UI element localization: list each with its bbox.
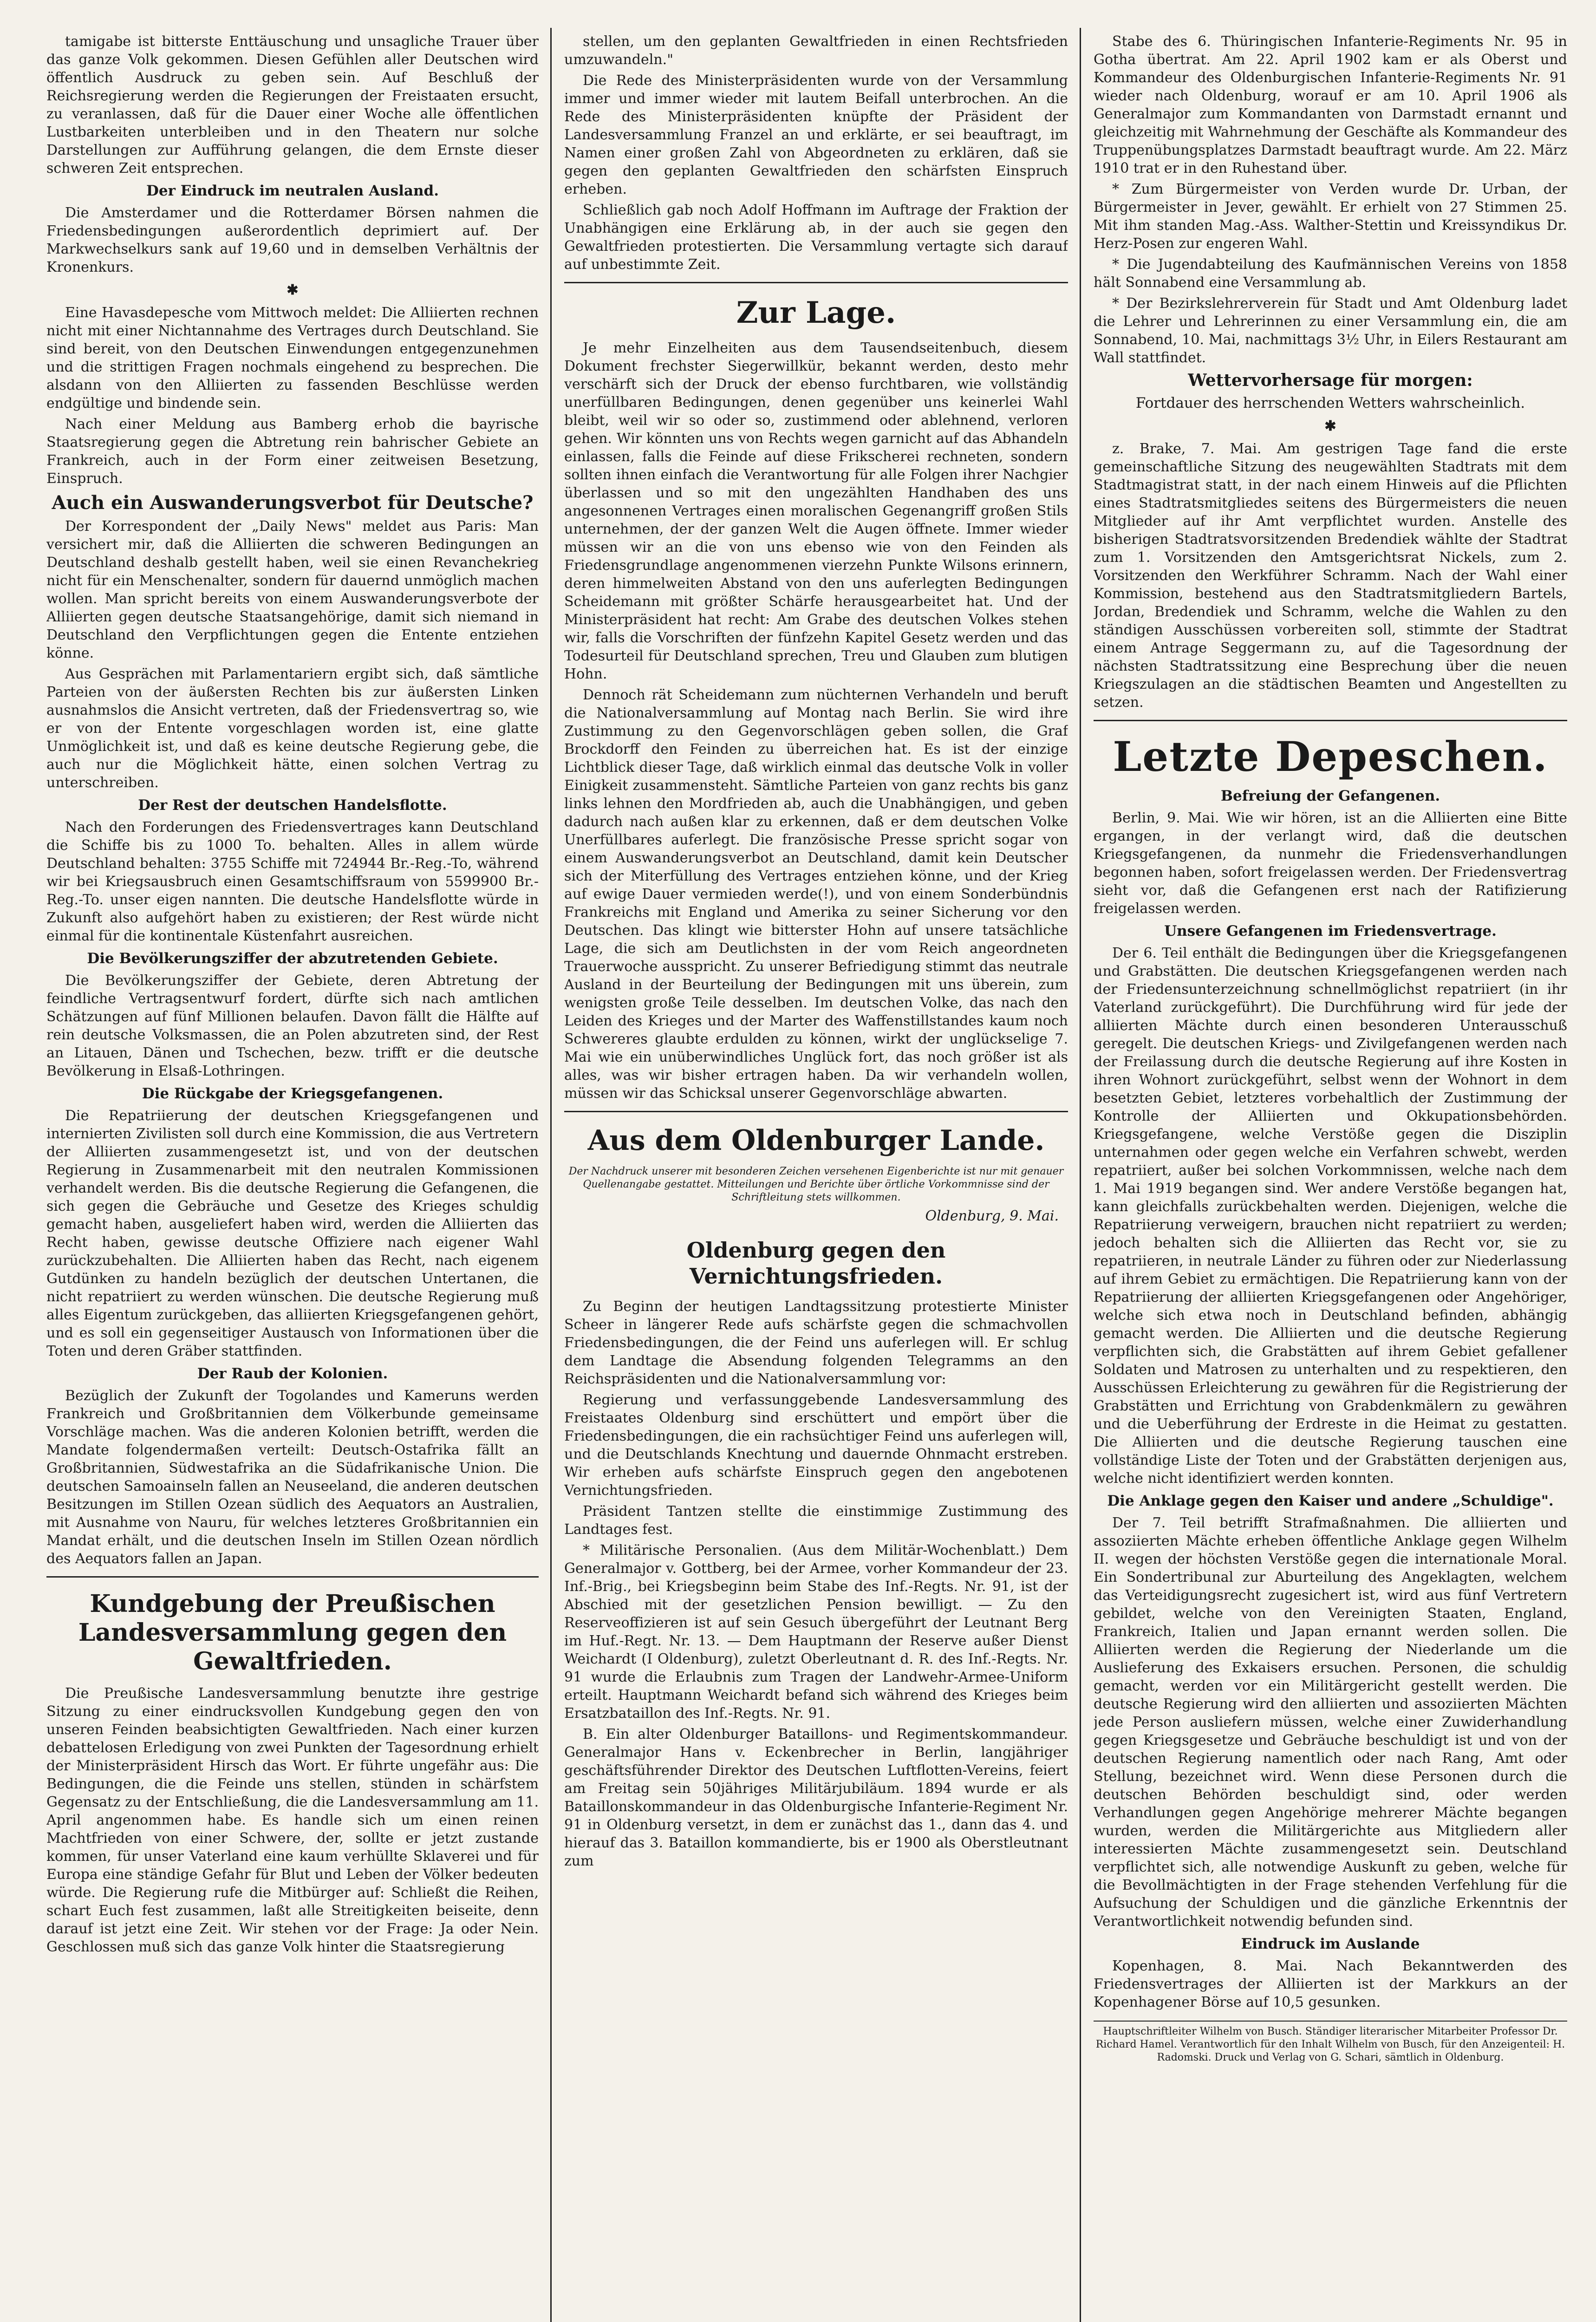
article-paragraph: Eine Havasdepesche vom Mittwoch meldet: Die Alliierten rechnen nicht mit einer Nichtannahme des Vertrages durch Deutschland. Sie sind bereit, von den Deutschen Einwendungen entgegenzunehmen und die strittigen Fragen nochmals eingehend zu besprechen. Die alsdann von den Alliierten zu fassenden Beschlüsse werden endgültige und bindende sein.	[46, 305, 539, 411]
weather-forecast: Fortdauer des herrschenden Wetters wahrscheinlich.	[1135, 395, 1525, 411]
section-heading: Der Eindruck im neutralen Ausland.	[146, 183, 439, 199]
section-masthead: Aus dem Oldenburger Lande.	[587, 1124, 1045, 1157]
article-paragraph: Die Amsterdamer und die Rotterdamer Börsen nahmen die Friedensbedingungen außerordentlich deprimiert auf. Der Markwechselkurs sank auf 19,60 und in demselben Verhältnis der Kronenkurs.	[46, 205, 539, 275]
article-paragraph: Je mehr Einzelheiten aus dem Tausendseitenbuch, diesem Dokument frechster Siegerwillkür, bekannt werden, desto mehr verschärft sich der Druck der ebenso furchtbaren, wie vollständig unerfüllbaren Bedingungen, denen gegenüber uns keinerlei Wahl bleibt, weil wir so oder so, zustimmend oder ablehnend, verloren gehen. Wir könnten uns von Rechts wegen garnicht auf das Abhandeln einlassen, falls die Feinde auf diese Frikscherei rechneten, sondern sollten ihnen einfach die Verantwortung für alle Folgen ihrer Nachgier überlassen und so mit den ungezählten Handhaben des uns angesonnenen Vertrages einen moralischen Gegenangriff großen Stils unternehmen, der der ganzen Welt die Augen öffnete. Immer wieder müssen wir an die von uns ebenso wie von den Feinden als Friedensgrundlage angenommenen vierzehn Punkte Wilsons erinnern, deren himmelweiten Abstand von den uns auferlegten Bedingungen Scheidemann mit größter Schärfe herausgearbeitet hat. Und der Ministerpräsident hat recht: Am Grabe des deutschen Volkes stehen wir, falls die Vorschriften der fünfzehn Kapitel Gesetz werden und das Todesurteil für Deutschland sprechen, Treu und Glauben zum blutigen Hohn.	[564, 340, 1068, 682]
divider	[1094, 720, 1567, 721]
section-heading: Eindruck im Auslande	[1241, 1936, 1420, 1952]
section-heading: Die Bevölkerungsziffer der abzutretenden Gebiete.	[87, 950, 498, 967]
article-paragraph: Präsident Tantzen stellte die einstimmige Zustimmung des Landtages fest.	[564, 1503, 1068, 1538]
article-paragraph: Die Rede des Ministerpräsidenten wurde von der Versammlung immer und immer wieder mit lautem Beifall unterbrochen. An die Rede des Ministerpräsidenten knüpfte der Präsident der Landesversammlung Franzel an und erklärte, er sei beauftragt, im Namen einer großen Zahl von Abgeordneten zu erklären, daß sie gegen den geplanten Gewaltfrieden den schärfsten Einspruch erheben.	[564, 72, 1068, 197]
article-paragraph: Bezüglich der Zukunft der Togolandes und Kameruns werden Frankreich und Großbritannien dem Völkerbunde gemeinsame Vorschläge machen. Was die anderen Kolonien betrifft, werden die Mandate folgendermaßen verteilt: Deutsch-Ostafrika fällt an Großbritannien, Südwestafrika an die Südafrikanische Union. Die deutschen Samoainseln fallen an Neuseeland, die anderen deutschen Besitzungen im Stillen Ozean südlich des Aequators an Australien, mit Ausnahme von Nauru, für welches letzteres Großbritannien ein Mandat erhält, und die deutschen Inseln im Stillen Ozean nördlich des Aequators fallen an Japan.	[46, 1388, 539, 1567]
article-headline: Kundgebung der Preußischen Landesversammlung gegen den Gewaltfrieden.	[78, 1590, 507, 1676]
section-heading: Der Rest der deutschen Handelsflotte.	[138, 797, 447, 814]
article-paragraph: Aus Gesprächen mit Parlamentariern ergibt sich, daß sämtliche Parteien von der äußersten Rechten bis zur äußersten Linken ausnahmslos die Ansicht vertreten, daß der Friedensvertrag so, wie er von der Entente vorgeschlagen worden ist, eine glatte Unmöglichkeit ist, und daß es keine deutsche Regierung gebe, die auch nur die Möglichkeit hätte, einen solchen Vertrag zu unterschreiben.	[46, 666, 539, 791]
column-rule	[550, 28, 552, 2322]
article-paragraph: Nach den Forderungen des Friedensvertrages kann Deutschland die Schiffe bis zu 1000 To. behalten. Alles in allem würde Deutschland behalten: 3755 Schiffe mit 724944 Br.-Reg.-To, während wir bei Kriegsausbruch einen Gesamtschiffsraum von 5599900 Br.-Reg.-To. unser eigen nannten. Die deutsche Handelsflotte würde in Zukunft also aufgehört haben zu existieren; der Rest würde nicht einmal für die kontinentale Küstenfahrt ausreichen.	[46, 819, 539, 944]
article-paragraph: Nach einer Meldung aus Bamberg erhob die bayrische Staatsregierung gegen die Abtretung rein bahrischer Gebiete an Frankreich, auch in der Form einer zeitweisen Besetzung, Einspruch.	[46, 416, 539, 487]
article-paragraph: * Die Jugendabteilung des Kaufmännischen Vereins von 1858 hält Sonnabend eine Versammlung ab.	[1094, 256, 1567, 291]
divider	[564, 282, 1068, 283]
divider	[46, 1576, 539, 1578]
article-paragraph: Regierung und verfassunggebende Landesversammlung des Freistaates Oldenburg sind erschüttert und empört über die Friedensbedingungen, die ein rachsüchtiger Feind uns auferlegen will, und die Deutschlands Knechtung und dauernde Ohnmacht erstreben. Wir erheben aufs schärfste Einspruch gegen den angebotenen Vernichtungsfrieden.	[564, 1392, 1068, 1499]
column-middle	[564, 33, 1068, 2322]
section-heading: Der Raub der Kolonien.	[197, 1365, 388, 1382]
article-paragraph: Die Bevölkerungsziffer der Gebiete, deren Abtretung der feindliche Vertragsentwurf fordert, dürfte sich nach amtlichen Schätzungen auf fünf Millionen belaufen. Davon fällt die Hälfte auf rein deutsche Volksmassen, die an Polen abzutreten sind, der Rest an Litauen, Dänen und Tschechen, bezw. trifft er die deutsche Bevölkerung in Elsaß-Lothringen.	[46, 972, 539, 1079]
article-paragraph: stellen, um den geplanten Gewaltfrieden in einen Rechtsfrieden umzuwandeln."	[564, 33, 1068, 68]
article-paragraph: Die Preußische Landesversammlung benutzte ihre gestrige Sitzung zu einer eindrucksvollen Kundgebung gegen den von unseren Feinden beabsichtigten Gewaltfrieden. Nach einer kurzen debattelosen Erledigung von zwei Punkten der Tagesordnung erhielt der Ministerpräsident Hirsch das Wort. Er führte ungefähr aus: Die Bedingungen, die die Feinde uns stellen, stünden in schärfstem Gegensatz zu der Entschließung, die die Landesversammlung am 11. April angenommen habe. Es handle sich um einen reinen Machtfrieden von einer Schwere, der, sollte er jetzt zustande kommen, für unser Vaterland eine kaum verhüllte Sklaverei und für Europa eine ständige Gefahr für Blut und Leben der Völker bedeuten würde. Die Regierung rufe die Mitbürger auf: Schließt die Reihen, schart Euch fest zusammen, laßt alle Streitigkeiten beiseite, denn darauf ist jetzt eine Zeit. Wir stehen vor der Frage: Ja oder Nein. Geschlossen muß sich das ganze Volk hinter die Staatsregierung	[46, 1685, 539, 1955]
dateline: Oldenburg, 9. Mai.	[925, 1208, 1059, 1224]
article-headline: Auch ein Auswanderungsverbot für Deutsche?	[52, 492, 534, 514]
section-masthead: Letzte Depeschen.	[1113, 732, 1548, 781]
section-heading: Die Anklage gegen den Kaiser und andere „Schuldige".	[1107, 1493, 1554, 1509]
article-paragraph: z. Brake, 7. Mai. Am gestrigen Tage fand die erste gemeinschaftliche Sitzung des neugewählten Stadtrats mit dem Stadtmagistrat statt, in der nach einem Hinweis auf die Pflichten eines Stadtratsmitgliedes seitens des Bürgermeisters die neuen Mitglieder auf ihr Amt verpflichtet wurden. Anstelle des bisherigen Stadtratsvorsitzenden Bredendiek wählte der Stadtrat zum 1. Vorsitzenden den Amtsgerichtsrat Nickels, zum 2. Vorsitzenden den Werkführer Schramm. Nach der Wahl einer Kommission, bestehend aus den Stadtratsmitgliedern Bartels, Jordan, Bredendiek und Schramm, welche die Wahlen zu den ständigen Ausschüssen vorbereiten soll, stimmte der Stadtrat einem Antrage Seggermann zu, auf die Tagesordnung der nächsten Stadtratssitzung eine Besprechung über die neuen Kriegszulagen an die städtischen Beamten und Angestellten zu setzen.	[1094, 441, 1567, 711]
divider	[564, 1111, 1068, 1112]
article-paragraph: Die Repatriierung der deutschen Kriegsgefangenen und internierten Zivilisten soll durch eine Kommission, die aus Vertretern der Alliierten zusammengesetzt ist, und von der deutschen Regierung in Zusammenarbeit mit den neutralen Kommissionen verhandelt werden. Bis die deutsche Regierung die Gefangenen, die sich gegen die Gebräuche und Gesetze des Krieges schuldig gemacht haben, ausgeliefert haben wird, werden die Alliierten das Recht haben, gewisse deutsche Offiziere nach eigener Wahl zurückzubehalten. Die Alliierten haben das Recht, nach eigenem Gutdünken zu handeln bezüglich der deutschen Untertanen, die nicht repatriiert zu werden wünschen. Die deutsche Regierung muß alles Eigentum zurückgeben, das alliierten Kriegsgefangenen gehört, und es soll ein gegenseitiger Austausch von Informationen über die Toten und deren Gräber stattfinden.	[46, 1108, 539, 1359]
separator-star: ✱	[287, 282, 299, 298]
article-paragraph: tamigabe ist bitterste Enttäuschung und unsagliche Trauer über das ganze Volk gekommen. Diesen Gefühlen aller Deutschen wird öffentlich Ausdruck zu geben sein. Auf Beschluß der Reichsregierung werden die Regierungen der Freistaaten ersucht, zu veranlassen, daß für die Dauer einer Woche alle öffentlichen Lustbarkeiten unterbleiben und in den Theatern nur solche Darstellungen zur Aufführung gelangen, die dem Ernste dieser schweren Zeit entsprechen.	[46, 33, 539, 176]
article-paragraph: Der Korrespondent der „Daily News" meldet aus Paris: Man versichert mir, daß die Alliierten die schweren Bedingungen an Deutschland deshalb gestellt haben, weil sie einen Revanchekrieg nicht für ein Menschenalter, sondern für dauernd unmöglich machen wollen. Man spricht bereits von einem Auswanderungsverbote der Alliierten gegen deutsche Staatsangehörige, damit sich niemand in Deutschland den Verpflichtungen gegen die Entente entziehen könne.	[46, 518, 539, 661]
article-paragraph: Kopenhagen, 8. Mai. Nach Bekanntwerden des Friedensvertrages der Alliierten ist der Markkurs an der Kopenhagener Börse auf 10,5 gesunken.	[1094, 1958, 1567, 2010]
article-paragraph: B. Ein alter Oldenburger Bataillons- und Regimentskommandeur. Generalmajor Hans v. Eckenbrecher in Berlin, langjähriger geschäftsführender Direktor des Deutschen Luftflotten-Vereins, feiert am Freitag sein 50jähriges Militärjubiläum. 1894 wurde er als Bataillonskommandeur in das Oldenburgische Infanterie-Regiment Nr. 91 in Oldenburg versetzt, in dem er zunächst das 1., dann das 4. und hierauf das 3. Bataillon kommandierte, bis er 1900 als Oberstleutnant zum	[564, 1726, 1068, 1869]
reprint-notice: Der Nachdruck unserer mit besonderen Zeichen versehenen Eigenberichte ist nur mit genauer Quellenangabe gestattet. Mitteilungen und Berichte über örtliche Vorkommnisse sind der Schriftleitung stets willkommen.	[568, 1166, 1064, 1203]
article-paragraph: Dennoch rät Scheidemann zum nüchternen Verhandeln und beruft die Nationalversammlung auf Montag nach Berlin. Sie wird ihre Zustimmung zu den Gegenvorschlägen geben sollen, die Graf Brockdorff den Feinden zu überreichen hat. Es ist der einzige Lichtblick dieser Tage, daß wirklich einmal das deutsche Volk in voller Einigkeit zusammensteht. Sämtliche Parteien von ganz rechts bis ganz links lehnen den Mordfrieden ab, auch die Unabhängigen, und geben dadurch nach außen klar zu erkennen, daß er dem deutschen Volke Unerfüllbares auferlegt. Die französische Presse spricht sogar von einem Auswanderungsverbot an Deutschland, damit kein Deutscher sich der Miterfüllung des Vertrages entziehen könne, und der Krieg auf ewige Dauer vermieden werde(!), und von einem Sonderbündnis Frankreichs mit England und Amerika zu seiner Sicherung vor den Deutschen. Das klingt wie bitterster Hohn auf unsere tatsächliche Lage, die sich am Deutlichsten in der vom Reich angeordneten Trauerwoche ausspricht. Zu unserer Befriedigung stimmt das neutrale Ausland in der Beurteilung der Bedingungen mit uns überein, zum wenigsten große Teile desselben. Im deutschen Volke, das nach den Leiden des Krieges und der Marter des Waffenstillstandes kaum noch Schwereres glaubte erdulden zu können, wirkt der unglückselige 7. Mai wie ein unüberwindliches Unglück fort, das noch größer ist als alles, was wir bisher ertragen haben. Da wir verhandeln wollen, müssen wir das Schicksal unserer Gegenvorschläge abwarten.	[564, 687, 1068, 1102]
article-paragraph: * Zum Bürgermeister von Verden wurde Dr. Urban, der Bürgermeister in Jever, gewählt. Er erhielt von 27 Stimmen 25. Mit ihm standen Mag.-Ass. Walther-Stettin und Kreissyndikus Dr. Herz-Posen zur engeren Wahl.	[1094, 181, 1567, 252]
weather-heading: Wettervorhersage für morgen:	[1188, 371, 1473, 390]
column-left	[46, 33, 539, 2322]
article-paragraph: Der 7. Teil betrifft Strafmaßnahmen. Die alliierten und assoziierten Mächte erheben öffentliche Anklage gegen Wilhelm II. wegen der höchsten Verstöße gegen die internationale Moral. Ein Sondertribunal zur Aburteilung des Angeklagten, welchem das Verteidigungsrecht zugesichert ist, wird aus fünf Vertretern gebildet, welche von den Vereinigten Staaten, England, Frankreich, Italien und Japan ernannt werden sollen. Die Alliierten werden die Regierung der Niederlande um die Auslieferung des Exkaisers ersuchen. Personen, die schuldig gemacht, werden vor ein Militärgericht gestellt werden. Die deutsche Regierung wird den alliierten und assoziierten Mächten jede Person ausliefern müssen, welche einer Zuwiderhandlung gegen Kriegsgesetze und Gebräuche beschuldigt ist und von der deutschen Regierung namentlich oder nach Rang, Amt oder Stellung, bezeichnet wird. Wenn diese Personen durch die deutschen Behörden beschuldigt sind, oder werden Verhandlungen gegen Angehörige mehrerer Mächte begangen wurden, werden die Militärgerichte aus Mitgliedern aller interessierten Mächte zusammengesetzt sein. Deutschland verpflichtet sich, alle notwendige Auskunft zu geben, welche für die Bevollmächtigten in der Frage stehenden Verfehlung für die Aufsuchung der Schuldigen und die gänzliche Erkenntnis der Verantwortlichkeit notwendig befunden sind.	[1094, 1515, 1567, 1930]
article-paragraph: Berlin, 9. Mai. Wie wir hören, ist an die Alliierten eine Bitte ergangen, in der verlangt wird, daß die deutschen Kriegsgefangenen, da nunmehr die Friedensverhandlungen begonnen haben, sofort freigelassen werden. Der Friedensvertrag sieht vor, daß die Gefangenen erst nach der Ratifizierung freigelassen werden.	[1094, 810, 1567, 917]
column-rule	[1080, 28, 1081, 2322]
column-right	[1094, 33, 1567, 2322]
article-paragraph: Der 6. Teil enthält die Bedingungen über die Kriegsgefangenen und Grabstätten. Die deutschen Kriegsgefangenen werden nach der Friedensunterzeichnung schnellmöglichst repatriiert (in ihr Vaterland zurückgeführt). Die Durchführung wird für jede der alliierten Mächte durch einen besonderen Unterausschuß geregelt. Die deutschen Kriegs- und Zivilgefangenen werden nach der Freilassung durch die deutsche Regierung auf ihre Kosten in ihren Wohnort zurückgeführt, selbst wenn der Wohnort in dem besetzten Gebiet, letzteres vorbehaltlich der Zustimmung der Kontrolle der Alliierten und Okkupationsbehörden. Kriegsgefangene, welche Verstöße gegen die Disziplin unternahmen oder gegen welche ein Verfahren schwebt, werden repatriiert, außer bei solchen Vorkommnissen, welche nach dem 1. Mai 1919 begangen sind. Wer andere Verstöße begangen hat, kann gleichfalls zurückbehalten werden. Diejenigen, welche die Repatriierung verweigern, brauchen nicht repatriiert zu werden; jedoch behalten sich die Alliierten das Recht vor, sie zu repatriieren, in neutrale Länder zu führen oder zur Niederlassung auf ihrem Gebiet zu ermächtigen. Die Repatriierung kann von der Repatriierung der alliierten Kriegsgefangenen oder Angehöriger, welche sich etwa noch in Deutschland befinden, abhängig gemacht werden. Die Alliierten und die deutsche Regierung verpflichten sich, die Grabstätten auf ihrem Gebiet gefallener Soldaten und Matrosen zu unterhalten und zu respektieren, den Ausschüssen Erleichterung zu gewähren für die Registrierung der Grabstätten und Errichtung von Grabdenkmälern zu gewähren und die Ueberführung der Erdreste in die Heimat zu gestatten. Die Alliierten und die deutsche Regierung tauschen eine vollständige Liste der Toten und der Grabstätten derjenigen aus, welche nicht identifiziert werden konnten.	[1094, 945, 1567, 1487]
article-headline: Zur Lage.	[736, 295, 896, 330]
section-heading: Befreiung der Gefangenen.	[1220, 788, 1440, 804]
article-paragraph: * Der Bezirkslehrerverein für Stadt und Amt Oldenburg ladet die Lehrer und Lehrerinnen zu einer Versammlung ein, die am Sonnabend, 10. Mai, nachmittags 3½ Uhr, in Eilers Restaurant am Wall stattfindet.	[1094, 295, 1567, 366]
article-paragraph: Stabe des 6. Thüringischen Infanterie-Regiments Nr. 95 in Gotha übertrat. Am 22. April 1902 kam er als Oberst und Kommandeur des Oldenburgischen Infanterie-Regiments Nr. 91 wieder nach Oldenburg, worauf er am 10. April 1906 als Generalmajor zum Kommandanten von Darmstadt ernannt und gleichzeitig mit Wahrnehmung der Geschäfte als Kommandeur des Truppenübungsplatzes Darmstadt beauftragt wurde. Am 22. März 1910 trat er in den Ruhestand über.	[1094, 33, 1567, 176]
article-headline: Oldenburg gegen den Vernichtungsfrieden.	[686, 1238, 946, 1289]
article-paragraph: Zu Beginn der heutigen Landtagssitzung protestierte Minister Scheer in längerer Rede aufs schärfste gegen die schmachvollen Friedensbedingungen, die der Feind uns auferlegen will. Er schlug dem Landtage die Absendung folgenden Telegramms an den Reichspräsidenten und die Nationalversammlung vor:	[564, 1298, 1068, 1387]
imprint: Hauptschriftleiter Wilhelm von Busch. Ständiger literarischer Mitarbeiter Professor Dr. Richard Hamel. Verantwortlich für den Inhalt Wilhelm von Busch, für den Anzeigenteil: H. Radomski. Druck und Verlag von G. Schari, sämtlich in Oldenburg.	[1094, 2021, 1567, 2064]
separator-star: ✱	[1324, 418, 1336, 434]
article-paragraph: Schließlich gab noch Adolf Hoffmann im Auftrage der Fraktion der Unabhängigen eine Erklärung ab, in der auch sie gegen den Gewaltfrieden protestierten. Die Versammlung vertagte sich darauf auf unbestimmte Zeit.	[564, 202, 1068, 273]
section-heading: Die Rückgabe der Kriegsgefangenen.	[142, 1085, 443, 1102]
section-heading: Unsere Gefangenen im Friedensvertrage.	[1164, 923, 1497, 939]
article-paragraph: * Militärische Personalien. (Aus dem Militär-Wochenblatt.) Dem Generalmajor v. Gottberg, bei der Armee, vorher Kommandeur der 23. Inf.-Brig., bei Kriegsbeginn beim Stabe des Inf.-Regts. Nr. 91, ist der Abschied mit der gesetzlichen Pension bewilligt. — Zu den Reserveoffizieren ist auf sein Gesuch übergeführt der Leutnant Berg im Huf.-Regt. Nr. 13. — Dem Hauptmann der Reserve außer Dienst Weichardt (I Oldenburg), zuletzt Oberleutnant d. R. des Inf.-Regts. Nr. 91 wurde die Erlaubnis zum Tragen der Landwehr-Armee-Uniform erteilt. Hauptmann Weichardt befand sich während des Krieges beim Ersatzbataillon des Inf.-Regts. Nr. 91.	[564, 1542, 1068, 1722]
